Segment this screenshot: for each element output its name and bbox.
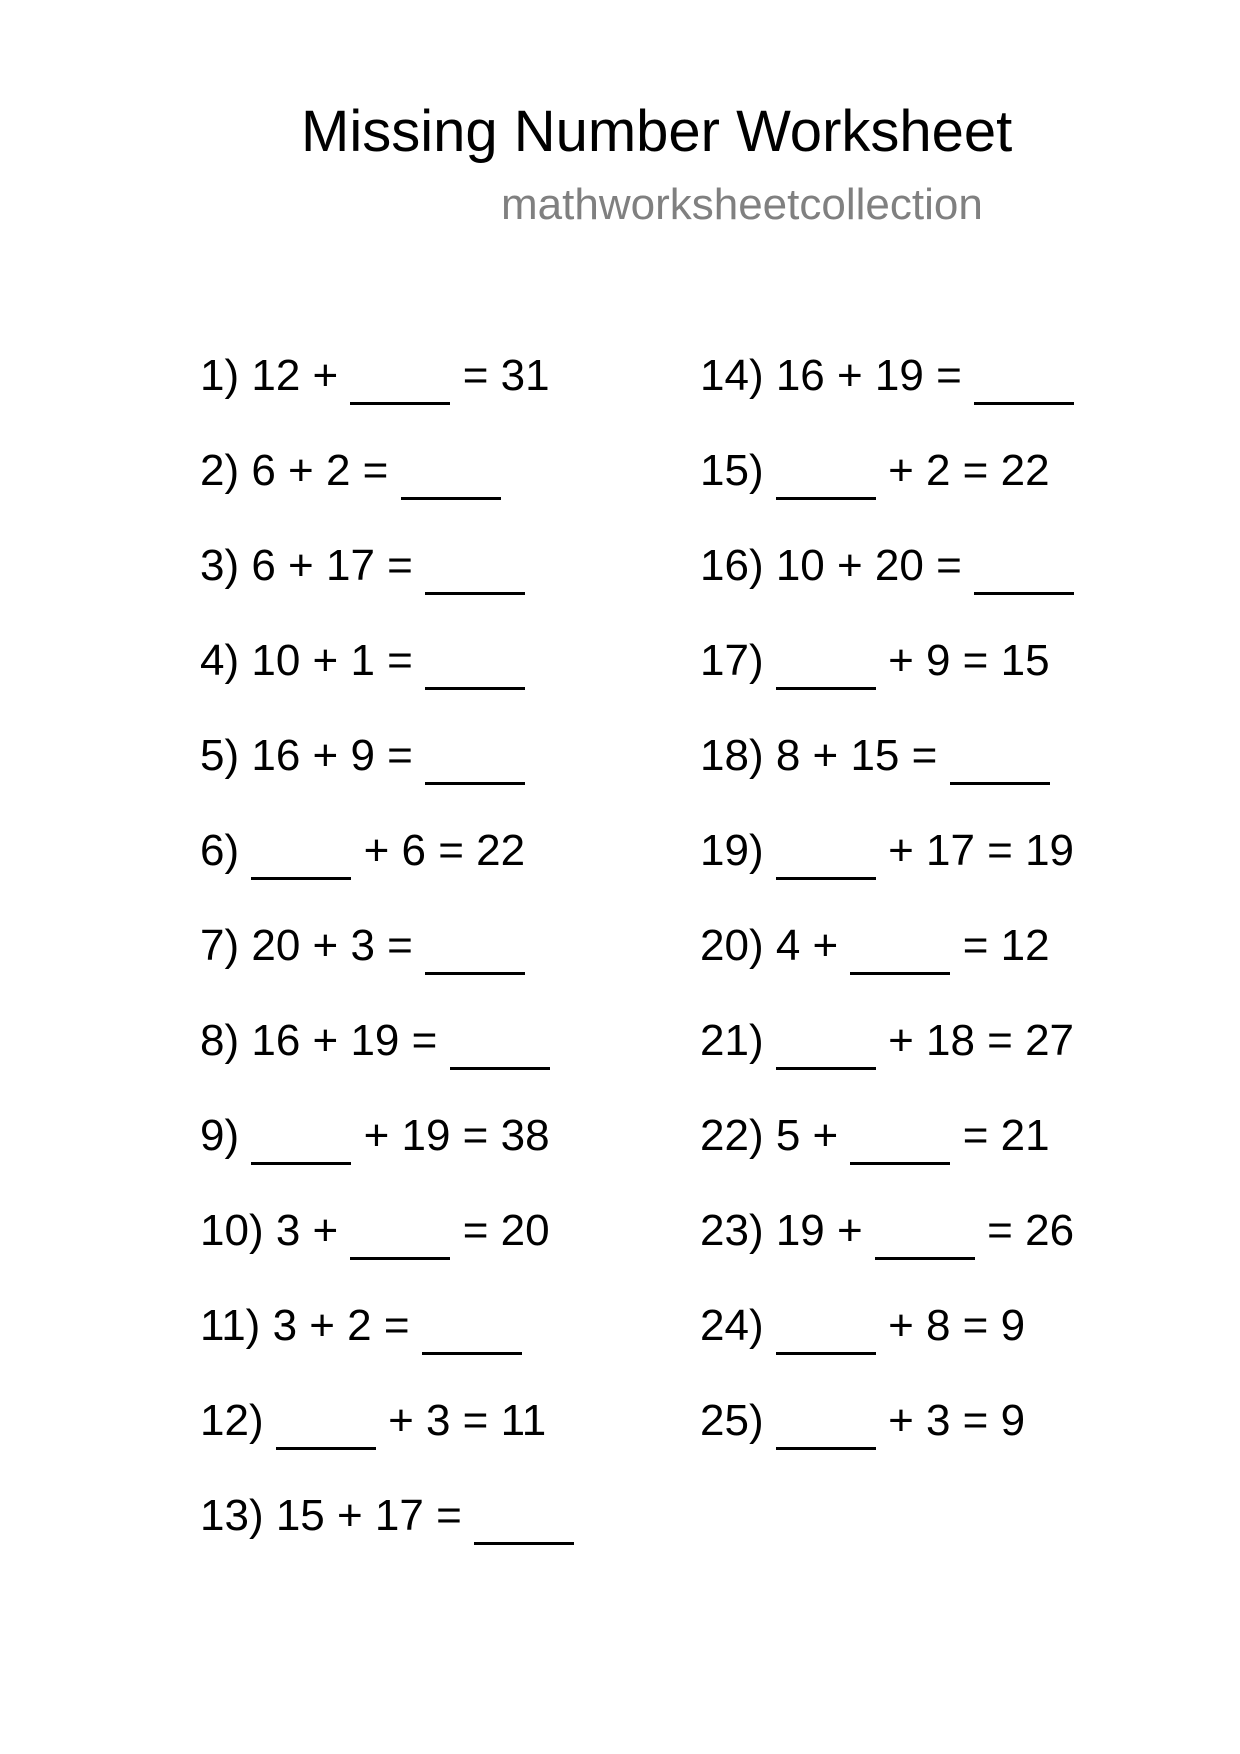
- answer-blank[interactable]: [276, 1411, 376, 1450]
- equation-text: = 20: [462, 1206, 550, 1255]
- answer-blank[interactable]: [350, 1221, 450, 1260]
- problem-number: 17): [700, 636, 764, 685]
- answer-blank[interactable]: [401, 461, 501, 500]
- equation-text: 12 +: [251, 351, 339, 400]
- answer-blank[interactable]: [251, 1126, 351, 1165]
- problem-7: [200, 921, 525, 971]
- problem-number: 12): [200, 1396, 264, 1445]
- problem-number: 20): [700, 921, 764, 970]
- equation-text: + 3 = 9: [888, 1396, 1026, 1445]
- answer-blank[interactable]: [776, 841, 876, 880]
- problem-8: [200, 1016, 550, 1066]
- equation-text: + 9 = 15: [888, 636, 1050, 685]
- answer-blank[interactable]: [422, 1316, 522, 1355]
- equation-text: = 31: [462, 351, 550, 400]
- problem-6: [200, 826, 525, 876]
- equation-text: 16 + 19 =: [775, 351, 962, 400]
- problem-1: [200, 351, 550, 401]
- problem-number: 24): [700, 1301, 764, 1350]
- problem-number: 9): [200, 1111, 240, 1160]
- problem-15: [700, 446, 1050, 496]
- equation-text: + 3 = 11: [388, 1396, 547, 1445]
- equation-text: = 21: [962, 1111, 1050, 1160]
- problem-21: [700, 1016, 1074, 1066]
- answer-blank[interactable]: [776, 1316, 876, 1355]
- problem-number: 3): [200, 541, 240, 590]
- problem-number: 8): [200, 1016, 240, 1065]
- answer-blank[interactable]: [776, 1031, 876, 1070]
- problem-25: [700, 1396, 1025, 1446]
- problem-16: [700, 541, 1074, 591]
- equation-text: 3 +: [275, 1206, 339, 1255]
- problem-22: [700, 1111, 1050, 1161]
- problem-number: 15): [700, 446, 764, 495]
- answer-blank[interactable]: [776, 651, 876, 690]
- problem-10: [200, 1206, 550, 1256]
- equation-text: 19 +: [775, 1206, 863, 1255]
- equation-text: 8 + 15 =: [775, 731, 938, 780]
- problem-14: [700, 351, 1074, 401]
- problem-number: 10): [200, 1206, 264, 1255]
- problem-24: [700, 1301, 1025, 1351]
- answer-blank[interactable]: [850, 1126, 950, 1165]
- problem-23: [700, 1206, 1074, 1256]
- equation-text: 6 + 17 =: [251, 541, 413, 590]
- answer-blank[interactable]: [875, 1221, 975, 1260]
- equation-text: 4 +: [775, 921, 839, 970]
- problem-number: 21): [700, 1016, 764, 1065]
- problem-9: [200, 1111, 550, 1161]
- equation-text: + 2 = 22: [888, 446, 1050, 495]
- problem-11: [200, 1301, 522, 1351]
- answer-blank[interactable]: [776, 461, 876, 500]
- problem-number: 2): [200, 446, 240, 495]
- answer-blank[interactable]: [950, 746, 1050, 785]
- problem-number: 16): [700, 541, 764, 590]
- problem-number: 4): [200, 636, 240, 685]
- problem-4: [200, 636, 525, 686]
- equation-text: + 19 = 38: [363, 1111, 550, 1160]
- answer-blank[interactable]: [850, 936, 950, 975]
- answer-blank[interactable]: [474, 1506, 574, 1545]
- equation-text: + 6 = 22: [363, 826, 526, 875]
- problem-19: [700, 826, 1074, 876]
- problem-number: 25): [700, 1396, 764, 1445]
- equation-text: 20 + 3 =: [251, 921, 413, 970]
- problem-number: 13): [200, 1491, 264, 1540]
- problem-12: [200, 1396, 546, 1446]
- problem-number: 23): [700, 1206, 764, 1255]
- problem-number: 14): [700, 351, 764, 400]
- problem-20: [700, 921, 1050, 971]
- equation-text: 5 +: [775, 1111, 839, 1160]
- problem-number: 5): [200, 731, 240, 780]
- equation-text: 6 + 2 =: [251, 446, 389, 495]
- equation-text: 15 + 17 =: [275, 1491, 462, 1540]
- equation-text: 10 + 20 =: [775, 541, 962, 590]
- problem-13: [200, 1491, 574, 1541]
- worksheet-subtitle: mathworksheetcollection: [501, 180, 983, 229]
- equation-text: 10 + 1 =: [251, 636, 413, 685]
- answer-blank[interactable]: [350, 366, 450, 405]
- equation-text: 16 + 19 =: [251, 1016, 438, 1065]
- equation-text: 3 + 2 =: [272, 1301, 410, 1350]
- problem-3: [200, 541, 525, 591]
- problem-number: 7): [200, 921, 240, 970]
- worksheet-title: Missing Number Worksheet: [301, 99, 1013, 164]
- answer-blank[interactable]: [974, 366, 1074, 405]
- problem-2: [200, 446, 501, 496]
- answer-blank[interactable]: [425, 556, 525, 595]
- answer-blank[interactable]: [450, 1031, 550, 1070]
- answer-blank[interactable]: [425, 936, 525, 975]
- problem-number: 11): [200, 1301, 261, 1350]
- problem-5: [200, 731, 525, 781]
- answer-blank[interactable]: [251, 841, 351, 880]
- equation-text: 16 + 9 =: [251, 731, 413, 780]
- answer-blank[interactable]: [425, 651, 525, 690]
- problem-number: 22): [700, 1111, 764, 1160]
- equation-text: + 18 = 27: [888, 1016, 1075, 1065]
- answer-blank[interactable]: [776, 1411, 876, 1450]
- answer-blank[interactable]: [974, 556, 1074, 595]
- answer-blank[interactable]: [425, 746, 525, 785]
- equation-text: = 12: [962, 921, 1050, 970]
- equation-text: + 8 = 9: [888, 1301, 1026, 1350]
- problem-number: 6): [200, 826, 240, 875]
- equation-text: = 26: [987, 1206, 1075, 1255]
- problem-number: 19): [700, 826, 764, 875]
- equation-text: + 17 = 19: [888, 826, 1075, 875]
- problem-number: 18): [700, 731, 764, 780]
- problem-number: 1): [200, 351, 240, 400]
- problem-17: [700, 636, 1050, 686]
- problem-18: [700, 731, 1050, 781]
